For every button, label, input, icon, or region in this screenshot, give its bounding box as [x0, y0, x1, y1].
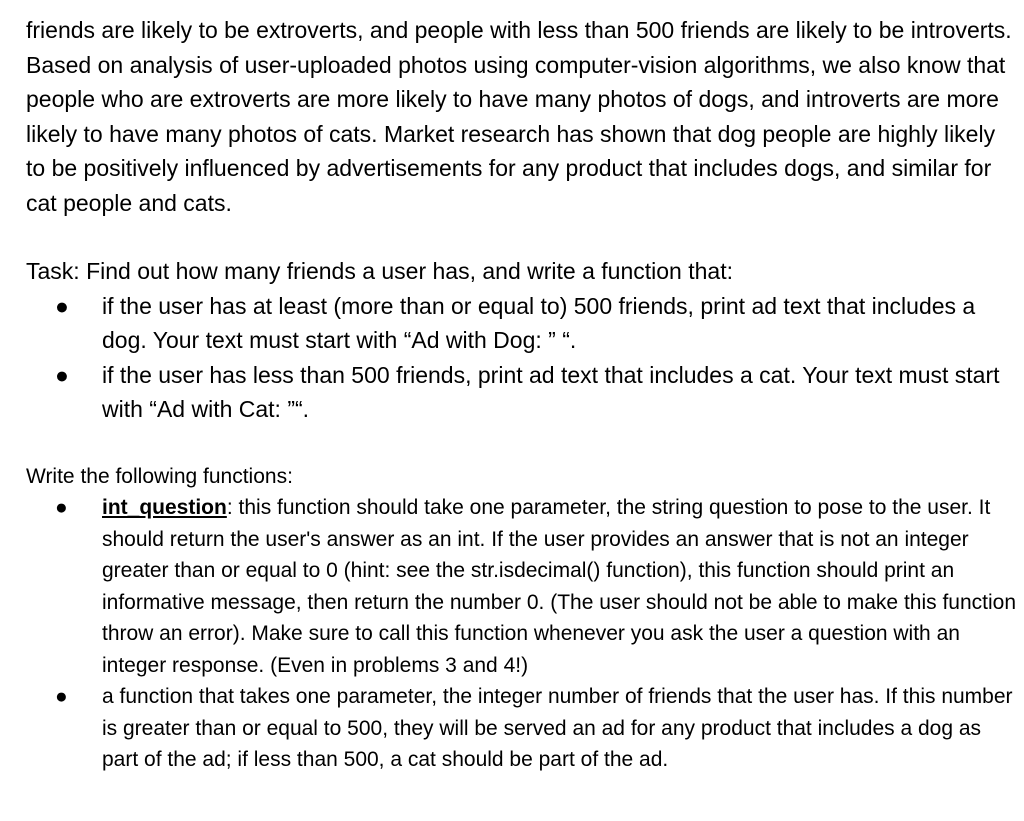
function-description: a function that takes one parameter, the integer number of friends that the user has. If this number is greater than or equal to 500, they will be served an ad for any product that includes a dog as part of the ad; if less than 500, a cat should be part of the ad. — [102, 685, 1013, 771]
document-page — [26, 13, 1016, 776]
task-list-item — [26, 358, 1016, 427]
functions-list — [26, 492, 1016, 776]
task-list — [26, 289, 1016, 427]
task-item-text: if the user has at least (more than or equal to) 500 friends, print ad text that includes a dog. Your text must start with “Ad with Dog: ” “. — [102, 292, 976, 353]
bullet-icon: ● — [55, 496, 68, 519]
function-list-item — [26, 681, 1016, 776]
task-list-item — [26, 289, 1016, 358]
intro-paragraph: friends are likely to be extroverts, and people with less than 500 friends are likely to be introverts. Based on analysis of user-uploaded photos using computer-vision algorithms, we also know that people who are extroverts are more likely to have many photos of dogs, and introverts are more likely to have many photos of cats. Market research has shown that dog people are highly likely to be positively influenced by advertisements for any product that includes dogs, and similar for cat people and cats. — [26, 17, 1012, 216]
bullet-icon: ● — [55, 361, 69, 388]
function-name: int_question — [102, 496, 227, 519]
bullet-icon: ● — [55, 292, 69, 319]
function-list-item — [26, 492, 1016, 681]
spacer — [26, 220, 1016, 254]
bullet-icon: ● — [55, 685, 68, 708]
functions-heading: Write the following functions: — [26, 464, 293, 488]
function-description: : this function should take one parameter, the string question to pose to the user. It should return the user's answer as an int. If the user provides an answer that is not an integer greater than or equal to 0 (hint: see the str.isdecimal() function), this function should print an informative message, then return the number 0. (The user should not be able to make this function throw an error). Make sure to call this function whenever you ask the user a question with an integer response. (Even in problems 3 and 4!) — [102, 496, 1017, 677]
spacer — [26, 427, 1016, 461]
task-heading: Task: Find out how many friends a user has, and write a function that: — [26, 258, 733, 284]
task-item-text: if the user has less than 500 friends, print ad text that includes a cat. Your text must start with “Ad with Cat: ”“. — [102, 361, 1000, 422]
